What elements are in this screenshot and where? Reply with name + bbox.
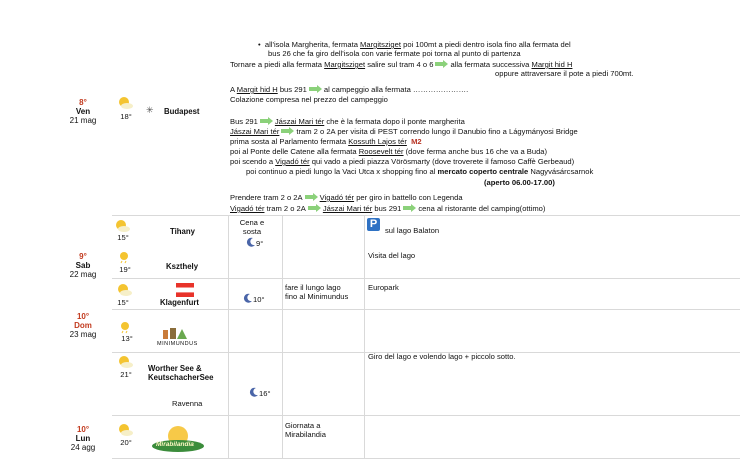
night-temperature: 10° (253, 295, 265, 304)
place-link: Jászai Mari tér (274, 117, 325, 126)
budapest-line: • all'isola Margherita, fermata Margitsziget poi 100mt a piedi dentro isola fino alla fermata del (258, 40, 571, 49)
minimundus-logo (157, 326, 209, 350)
mirabilandia-logo-text: Mirabilandia (156, 441, 194, 448)
snowflake-icon: ✳ (146, 105, 154, 115)
moon-icon (243, 293, 253, 303)
row-divider (112, 215, 740, 216)
day-number: 8° (79, 98, 87, 107)
night-temperature: 16° (259, 389, 271, 398)
city-worther (148, 364, 213, 382)
text-bold: mercato coperto centrale (437, 167, 529, 176)
text: salire sul tram 4 o 6 (365, 60, 434, 69)
temperature: 20° (120, 438, 132, 447)
day-label (58, 98, 108, 125)
day-label (58, 425, 108, 452)
budapest-line (230, 204, 545, 213)
text: all'isola Margherita, fermata (264, 40, 361, 49)
text: A (230, 85, 237, 94)
city-klagenfurt: Klagenfurt (160, 298, 199, 307)
text: poi continuo a piedi lungo la Vaci Utca x shopping fino al (246, 167, 438, 176)
budapest-line (230, 147, 547, 156)
text: Nagyvásárcsarnok (528, 167, 594, 176)
arrow-right-icon (281, 127, 294, 135)
text: cena al ristorante del camping(ottimo) (418, 204, 546, 213)
row-divider (112, 278, 740, 279)
budapest-line (230, 60, 572, 69)
text: per giro in battello con Legenda (354, 193, 463, 202)
text: bus 291 (277, 85, 307, 94)
day-number: 10° (76, 312, 90, 321)
sun-cloud-icon (117, 96, 133, 110)
day-date: 24 agg (70, 443, 96, 452)
city-worther-line1: Worther See & (148, 364, 202, 373)
cell-balaton: sul lago Balaton (385, 226, 440, 235)
place-link: Margitsziget (360, 40, 401, 49)
temperature: 18° (120, 112, 132, 121)
text: poi 100mt a piedi dentro isola fino alla fermata del (400, 40, 571, 49)
temperature: 15° (117, 233, 129, 242)
text: prima sosta al Parlamento fermata (230, 137, 349, 146)
budapest-line: Colazione compresa nel prezzo del campeggio (230, 95, 388, 104)
text: al campeggio alla fermata …………………. (323, 85, 469, 94)
day-number: 10° (76, 425, 90, 434)
day-date: 22 mag (69, 270, 97, 279)
budapest-line (230, 137, 422, 146)
sun-cloud-icon (117, 423, 133, 437)
day-weekday: Lun (75, 434, 91, 443)
place-link: Jászai Mari tér (322, 204, 373, 213)
cell-europark: Europark (368, 283, 399, 292)
budapest-line (230, 85, 468, 94)
day-weekday: Dom (74, 321, 92, 330)
sun-cloud-icon (117, 355, 133, 369)
austria-flag-icon (176, 283, 194, 297)
budapest-line: bus 26 che fa giro dell'isola con varie fermate poi torna al punto di partenza (268, 49, 521, 58)
sun-rain-icon (118, 320, 134, 334)
col-divider (364, 215, 365, 458)
sun-rain-icon (117, 250, 133, 264)
day-weekday: Sab (75, 261, 91, 270)
text: poi al Ponte delle Catene alla fermata (230, 147, 359, 156)
budapest-line: oppure attraversare il pote a piedi 700mt. (495, 69, 634, 78)
day-date: 21 mag (69, 116, 97, 125)
budapest-line (230, 127, 578, 136)
cell-giornata (285, 421, 326, 439)
col-divider (228, 215, 229, 458)
text: che è la fermata dopo il ponte margherita (324, 117, 465, 126)
arrow-right-icon (305, 193, 318, 201)
text: bus 291 (372, 204, 402, 213)
text: tram 2 o 2A (264, 204, 306, 213)
city-ravenna: Ravenna (172, 399, 203, 408)
cell-giornata-line1: Giornata a (285, 421, 321, 430)
metro-badge: M2 (411, 137, 422, 146)
place-link: Vigadó tér (230, 204, 265, 213)
cell-lungo (285, 283, 348, 301)
moon-icon (246, 237, 256, 247)
mirabilandia-logo (150, 424, 206, 454)
budapest-line (246, 167, 593, 176)
sun-cloud-icon (116, 283, 132, 297)
text: poi scendo a (230, 157, 276, 166)
col-divider (282, 215, 283, 458)
cell-cena-line2: sosta (242, 227, 262, 236)
parking-icon: P (367, 218, 380, 231)
cell-visita: Visita del lago (368, 251, 416, 260)
budapest-line (230, 193, 463, 202)
place-link: Margit hid H (531, 60, 573, 69)
city-tihany: Tihany (170, 227, 195, 236)
sun-cloud-icon (114, 219, 130, 233)
night-temperature: 9° (256, 239, 264, 248)
place-link: Margitsziget (324, 60, 366, 69)
budapest-line: (aperto 06.00-17.00) (484, 178, 555, 187)
arrow-right-icon (260, 117, 273, 125)
place-link: Kossuth Lajos tér (348, 137, 407, 146)
day-label (58, 252, 108, 279)
text: qui vado a piedi piazza Vörösmarty (dove troverete il famoso Caffè Gerbeaud) (309, 157, 575, 166)
place-link: Jászai Mari tér (230, 127, 280, 136)
cell-lungo-line1: fare il lungo lago (285, 283, 341, 292)
cell-giro: Giro del lago e volendo lago + piccolo sotto. (368, 352, 516, 361)
city-worther-line2: KeutschacherSee (148, 373, 214, 382)
temperature: 15° (117, 298, 129, 307)
place-link: Roosevelt tér (358, 147, 404, 156)
row-divider (112, 458, 740, 459)
text: (dove ferma anche bus 16 che va a Buda) (403, 147, 548, 156)
city-budapest: Budapest (164, 107, 200, 116)
text: Bus 291 (230, 117, 258, 126)
cell-giornata-line2: Mirabilandia (285, 430, 326, 439)
cell-lungo-line2: fino al Minimundus (285, 292, 349, 301)
temperature: 13° (121, 334, 133, 343)
text: Prendere tram 2 o 2A (230, 193, 303, 202)
moon-icon (249, 387, 259, 397)
minimundus-logo-text: MINIMUNDUS (157, 341, 198, 347)
text: Tornare a piedi alla fermata (230, 60, 325, 69)
temperature: 19° (119, 265, 131, 274)
day-number: 9° (79, 252, 87, 261)
budapest-line (230, 157, 574, 166)
text: tram 2 o 2A per visita di PEST correndo lungo il Danubio fino a Lágymányosi Bridge (296, 127, 578, 136)
day-date: 23 mag (69, 330, 97, 339)
budapest-line (230, 117, 465, 126)
text: alla fermata successiva (450, 60, 532, 69)
arrow-right-icon (308, 204, 321, 212)
city-keszthely: Kszthely (166, 262, 199, 271)
arrow-right-icon (309, 85, 322, 93)
day-weekday: Ven (75, 107, 91, 116)
arrow-right-icon (435, 60, 448, 68)
cell-cena (232, 218, 272, 236)
cell-cena-line1: Cena e (239, 218, 265, 227)
place-link: Vigadó tér (275, 157, 310, 166)
row-divider (112, 415, 740, 416)
temperature: 21° (120, 370, 132, 379)
place-link: Vigadó tér (319, 193, 355, 202)
place-link: Margit hid H (236, 85, 278, 94)
row-divider (112, 309, 740, 310)
day-label (58, 312, 108, 339)
arrow-right-icon (403, 204, 416, 212)
